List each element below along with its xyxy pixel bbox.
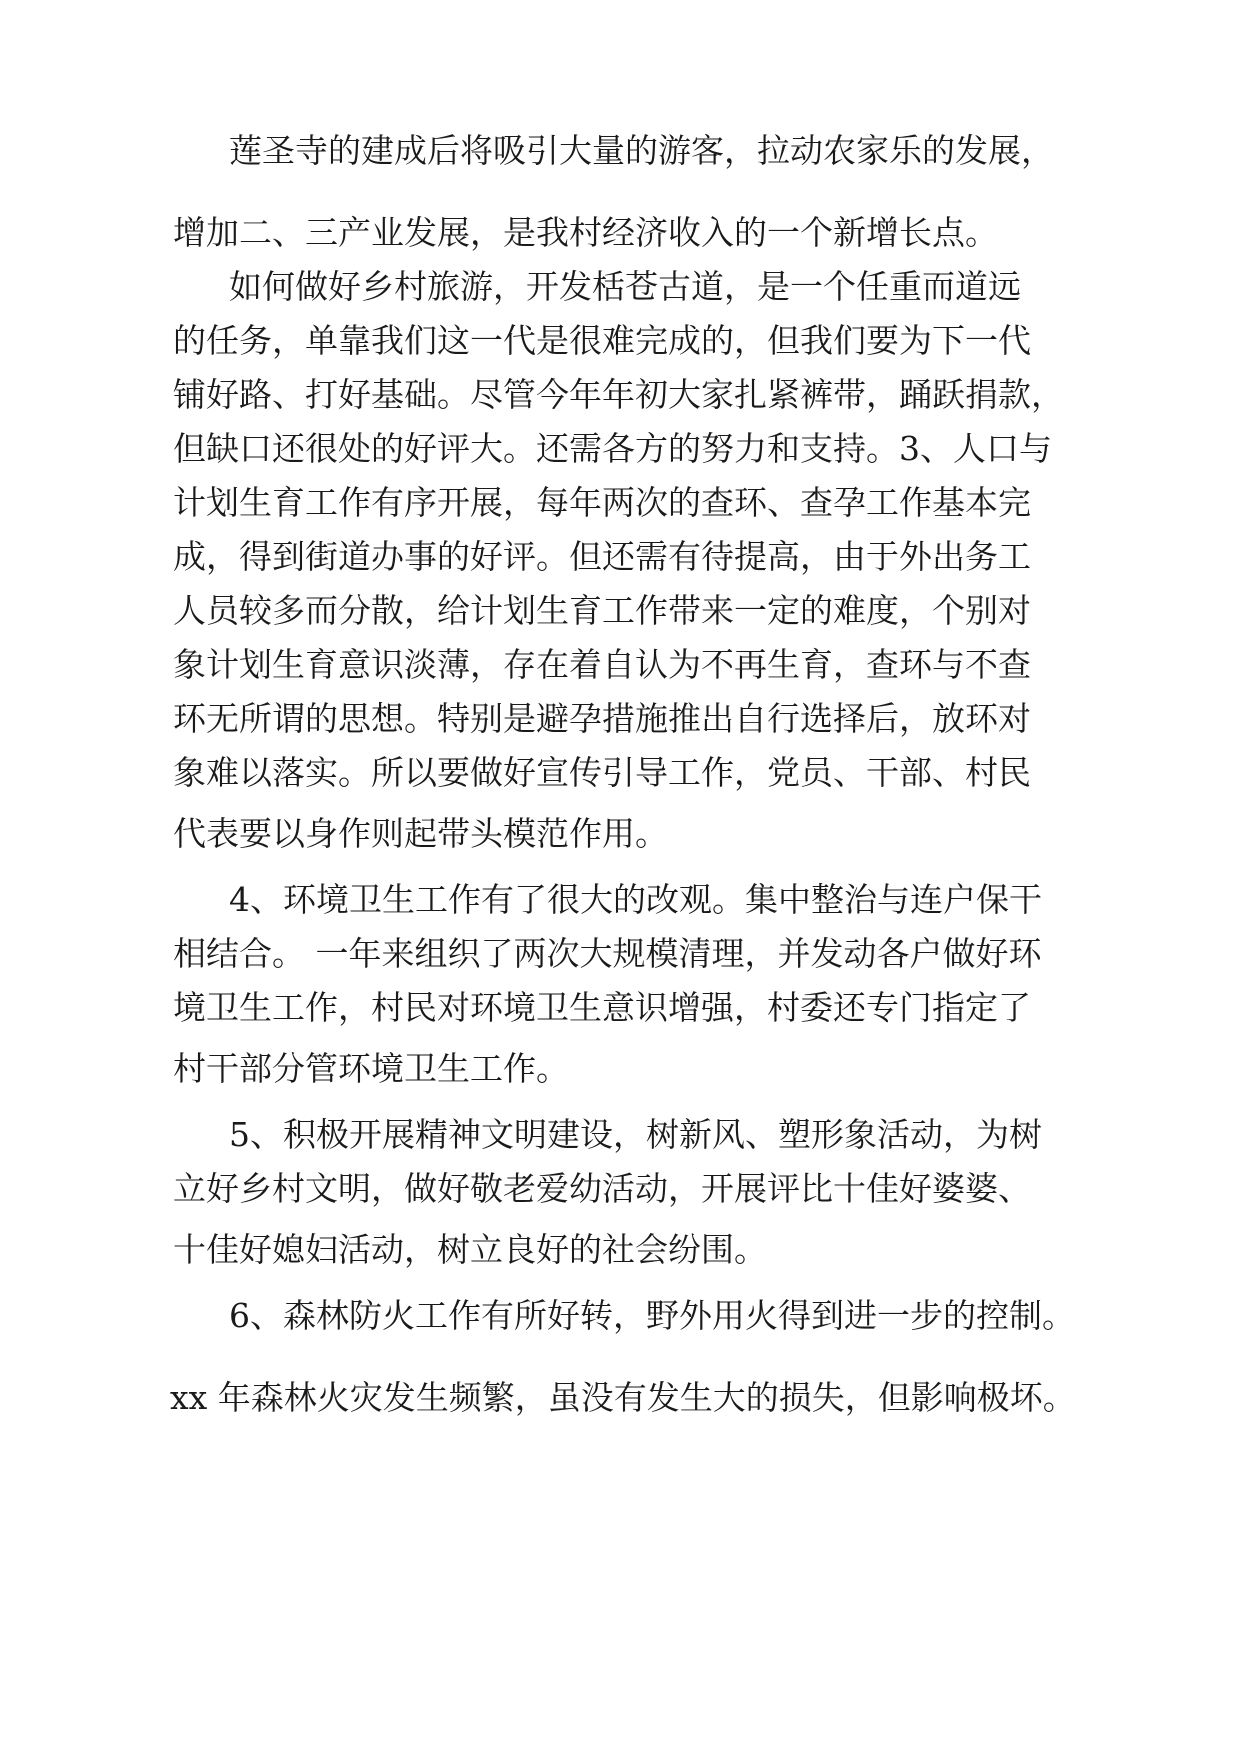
- text-line: 十佳好媳妇活动，树立良好的社会纷围。: [173, 1230, 767, 1269]
- text-line: 6、森林防火工作有所好转，野外用火得到进一步的控制。: [229, 1296, 1075, 1335]
- text-line: 代表要以身作则起带头模范作用。: [173, 814, 668, 853]
- text-line: 但缺口还很处的好评大。还需各方的努力和支持。3、人口与: [173, 429, 1052, 468]
- text-line: 象难以落实。所以要做好宣传引导工作，党员、干部、村民: [173, 753, 1031, 792]
- text-line: 人员较多而分散，给计划生育工作带来一定的难度，个别对: [173, 591, 1031, 630]
- text-line: 4、环境卫生工作有了很大的改观。集中整治与连户保干: [229, 880, 1042, 919]
- text-line: 相结合。 一年来组织了两次大规模清理，并发动各户做好环: [173, 934, 1042, 973]
- text-line: 增加二、三产业发展，是我村经济收入的一个新增长点。: [173, 213, 998, 252]
- text-line: 成，得到街道办事的好评。但还需有待提高，由于外出务工: [173, 537, 1031, 576]
- text-line: 铺好路、打好基础。尽管今年年初大家扎紧裤带，踊跃捐款，: [173, 375, 1064, 414]
- text-line: 村干部分管环境卫生工作。: [173, 1049, 569, 1088]
- text-line: 象计划生育意识淡薄，存在着自认为不再生育，查环与不查: [173, 645, 1031, 684]
- text-line: 立好乡村文明，做好敬老爱幼活动，开展评比十佳好婆婆、: [173, 1169, 1031, 1208]
- text-line: 计划生育工作有序开展，每年两次的查环、查孕工作基本完: [173, 483, 1031, 522]
- text-line: 莲圣寺的建成后将吸引大量的游客，拉动农家乐的发展，: [229, 131, 1054, 170]
- text-line: 境卫生工作，村民对环境卫生意识增强，村委还专门指定了: [173, 988, 1031, 1027]
- text-line: 环无所谓的思想。特别是避孕措施推出自行选择后，放环对: [173, 699, 1031, 738]
- text-line: 如何做好乡村旅游，开发栝苍古道，是一个任重而道远: [229, 267, 1021, 306]
- text-line: 的任务，单靠我们这一代是很难完成的，但我们要为下一代: [173, 321, 1031, 360]
- text-line: xx 年森林火灾发生频繁，虽没有发生大的损失，但影响极坏。: [170, 1378, 1076, 1417]
- text-line: 5、积极开展精神文明建设，树新风、塑形象活动，为树: [229, 1115, 1042, 1154]
